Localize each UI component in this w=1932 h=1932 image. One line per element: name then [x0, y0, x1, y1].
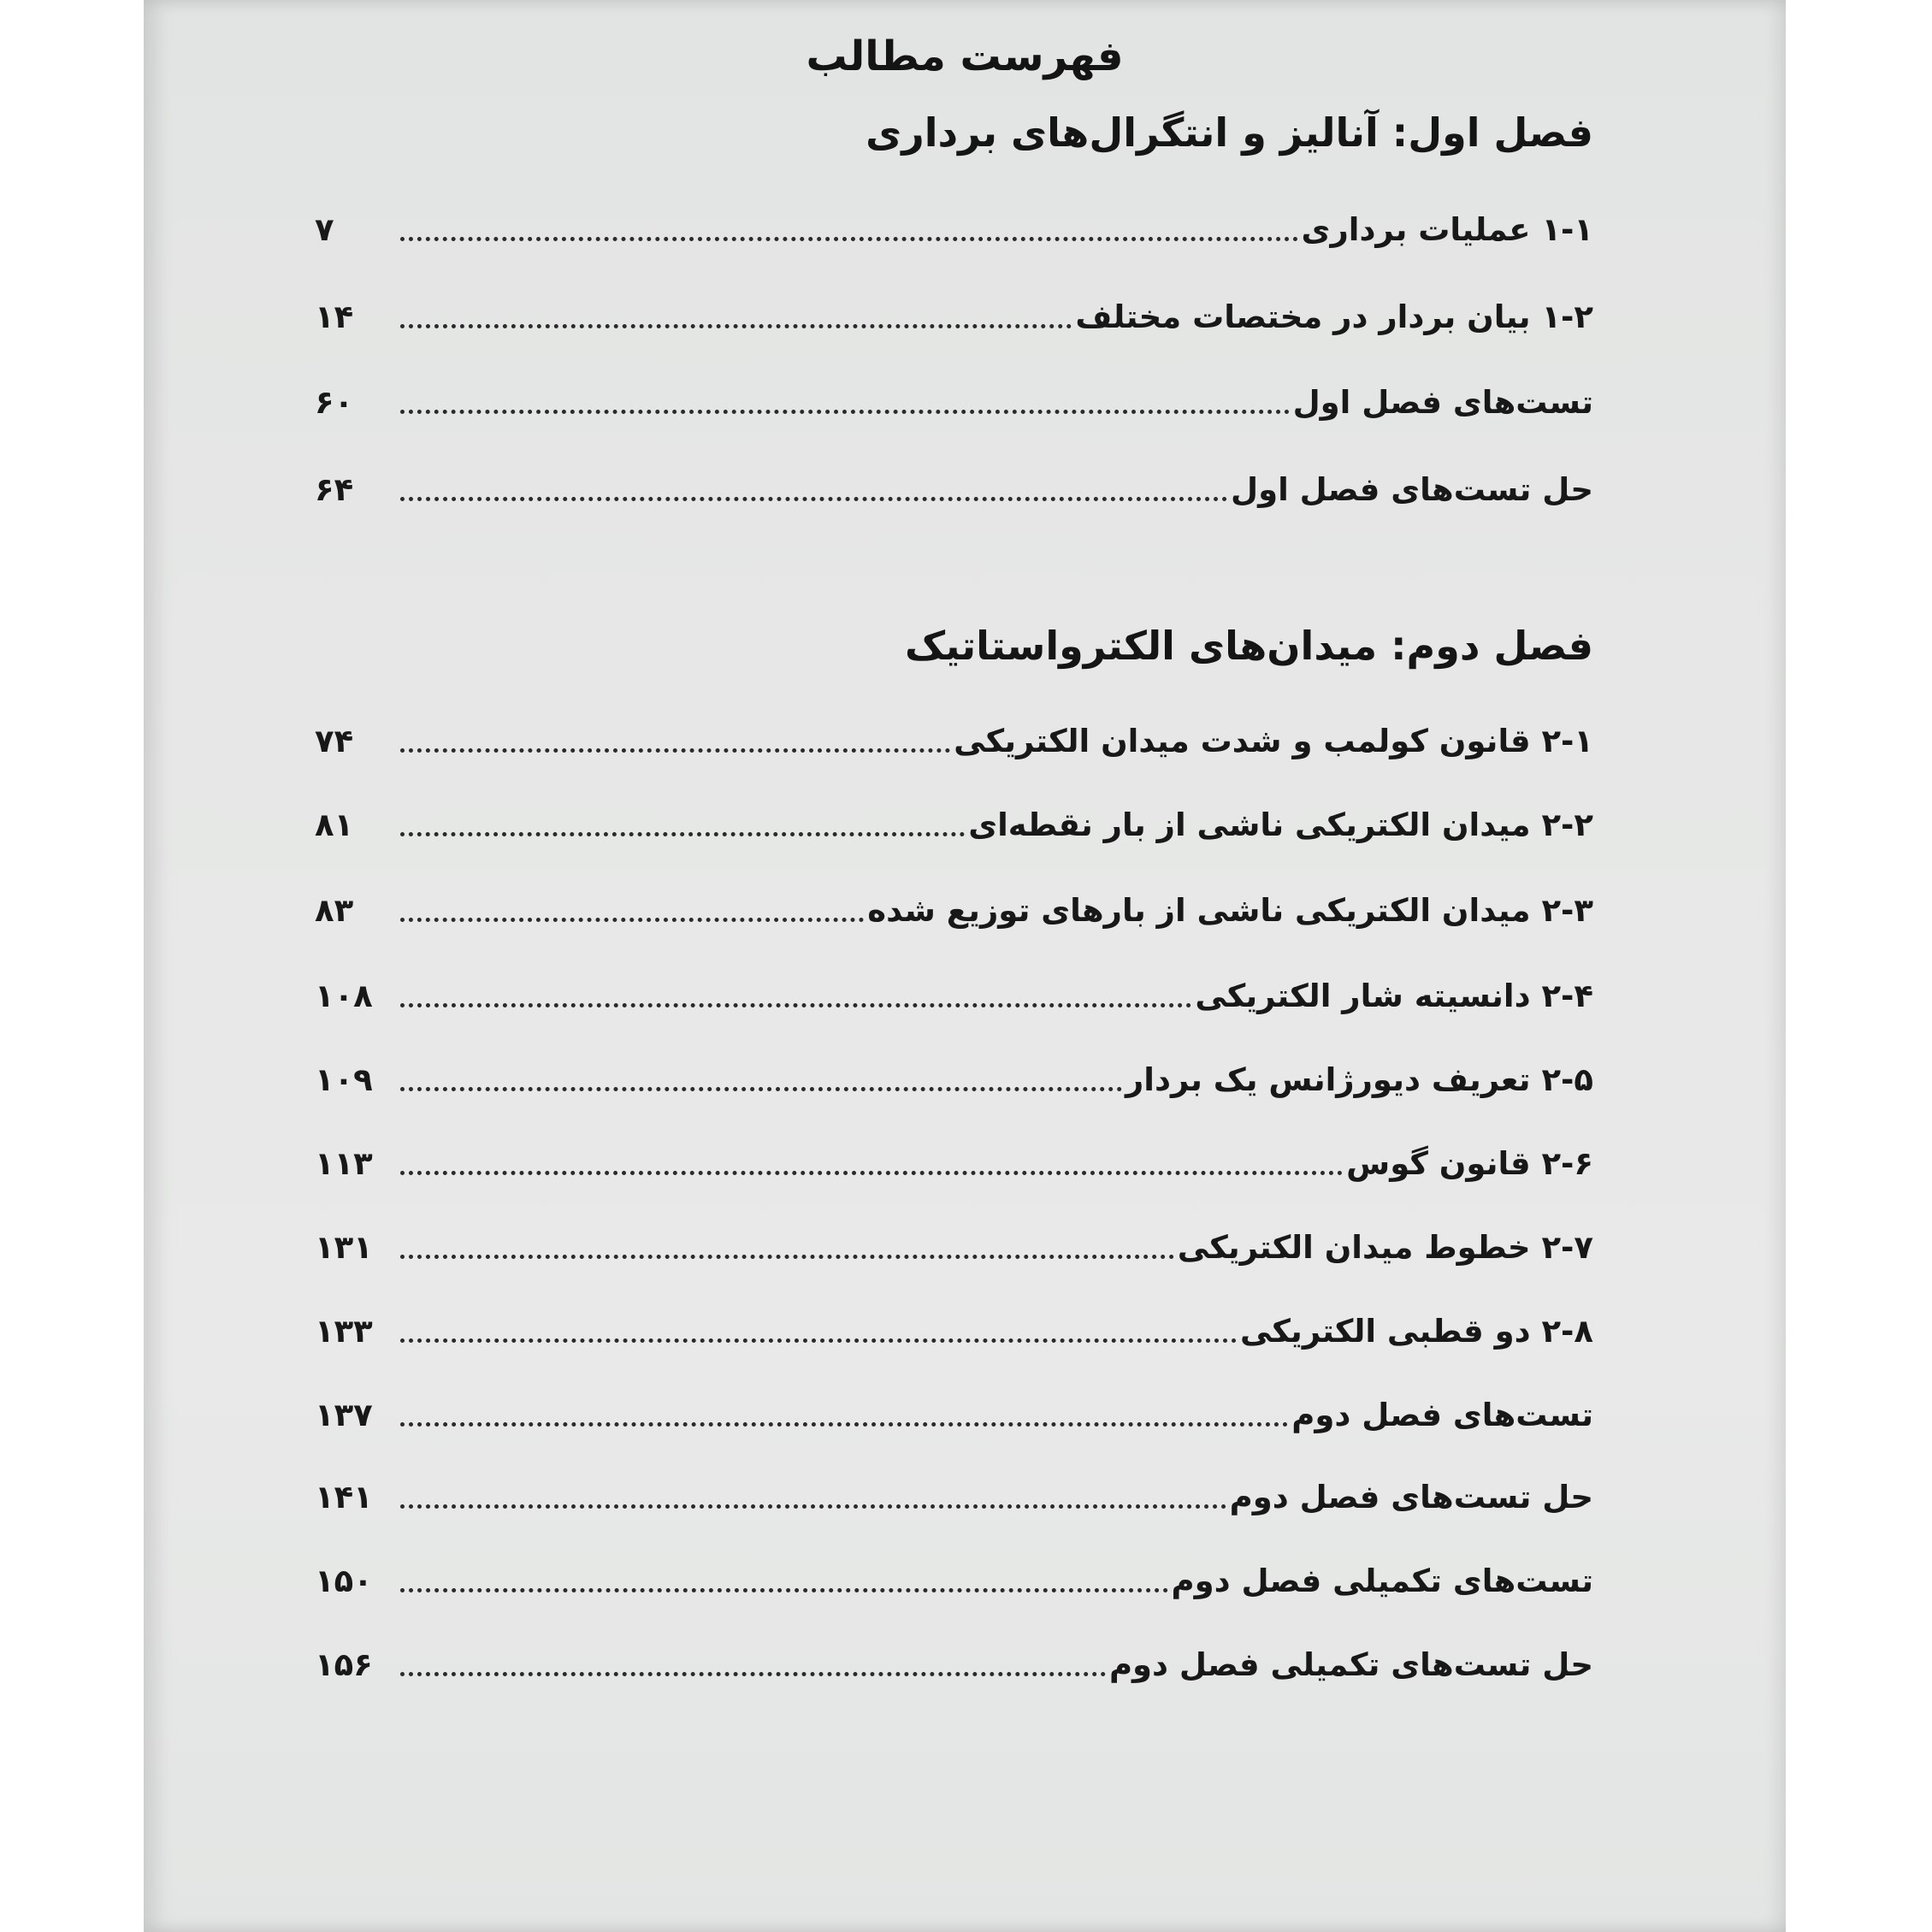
toc-entry-title: ۲-۸ دو قطبی الکتریکی	[1239, 1313, 1593, 1350]
toc-entry	[315, 369, 1593, 421]
toc-entry-title: ۲-۳ میدان الکتریکی ناشی از بارهای توزیع شده	[867, 892, 1593, 929]
toc-entry-title: حل تست‌های فصل دوم	[1229, 1479, 1593, 1515]
toc-entry	[315, 197, 1593, 248]
toc-entry	[315, 457, 1593, 508]
chapter-1-heading: فصل اول: آنالیز و انتگرال‌های برداری	[866, 109, 1593, 156]
page-title: فهرست مطالب	[806, 32, 1124, 80]
toc-entry-title: تست‌های فصل اول	[1292, 384, 1593, 421]
toc-page-number: ۶۴	[315, 471, 354, 508]
toc-entry-title: ۲-۱ قانون کولمب و شدت میدان الکتریکی	[954, 723, 1593, 759]
toc-page-number: ۱۰۹	[315, 1061, 373, 1098]
toc-entry	[315, 1047, 1593, 1098]
dot-leader	[400, 1255, 1174, 1259]
dot-leader	[400, 918, 864, 922]
toc-page-number: ۱۵۰	[315, 1563, 373, 1599]
book-page	[144, 0, 1786, 1932]
toc-page-number: ۷	[315, 211, 334, 248]
toc-entry-title: ۲-۲ میدان الکتریکی ناشی از بار نقطه‌ای	[968, 806, 1593, 843]
toc-entry-title: ۱-۲ بیان بردار در مختصات مختلف	[1075, 298, 1593, 335]
toc-page-number: ۱۳۱	[315, 1229, 373, 1266]
dot-leader	[400, 1504, 1226, 1509]
toc-entry	[315, 792, 1593, 843]
toc-entry-title: ۲-۵ تعریف دیورژانس یک بردار	[1125, 1061, 1593, 1098]
toc-entry-title: تست‌های فصل دوم	[1291, 1397, 1593, 1433]
toc-entry	[315, 1548, 1593, 1599]
toc-entry	[315, 284, 1593, 335]
toc-entry	[315, 1464, 1593, 1515]
toc-entry	[315, 708, 1593, 759]
dot-leader	[400, 1338, 1237, 1343]
toc-page-number: ۱۰۸	[315, 978, 373, 1014]
toc-page-number: ۸۱	[315, 806, 354, 843]
dot-leader	[400, 1588, 1168, 1592]
toc-entry-title: ۱-۱ عملیات برداری	[1301, 211, 1593, 248]
dot-leader	[400, 324, 1072, 328]
toc-page-number: ۱۴	[315, 298, 354, 335]
dot-leader	[400, 1003, 1191, 1007]
toc-page-number: ۸۳	[315, 892, 354, 929]
toc-entry	[315, 1382, 1593, 1433]
toc-entry-title: حل تست‌های تکمیلی فصل دوم	[1108, 1646, 1593, 1683]
toc-entry-title: ۲-۴ دانسیته شار الکتریکی	[1195, 978, 1593, 1014]
dot-leader	[400, 237, 1298, 241]
dot-leader	[400, 748, 950, 753]
toc-entry-title: تست‌های تکمیلی فصل دوم	[1171, 1563, 1593, 1599]
toc-page-number: ۱۱۳	[315, 1145, 373, 1182]
toc-entry-title: حل تست‌های فصل اول	[1230, 471, 1593, 508]
toc-entry-title: ۲-۷ خطوط میدان الکتریکی	[1177, 1229, 1593, 1266]
dot-leader	[400, 1672, 1106, 1676]
chapter-2-heading: فصل دوم: میدان‌های الکترواستاتیک	[904, 623, 1593, 669]
toc-page-number: ۱۴۱	[315, 1479, 373, 1515]
toc-entry	[315, 877, 1593, 929]
toc-page-number: ۱۳۳	[315, 1313, 373, 1350]
dot-leader	[400, 1422, 1288, 1427]
toc-entry	[315, 1131, 1593, 1182]
toc-entry	[315, 1632, 1593, 1683]
toc-entry	[315, 1298, 1593, 1350]
dot-leader	[400, 832, 965, 836]
dot-leader	[400, 410, 1290, 414]
toc-page-number: ۱۵۶	[315, 1646, 373, 1683]
dot-leader	[400, 1171, 1343, 1175]
toc-page-number: ۱۳۷	[315, 1397, 373, 1433]
toc-entry-title: ۲-۶ قانون گوس	[1346, 1145, 1593, 1182]
toc-page-number: ۶۰	[315, 384, 354, 421]
toc-page-number: ۷۴	[315, 723, 354, 759]
toc-entry	[315, 1214, 1593, 1266]
dot-leader	[400, 497, 1227, 501]
toc-entry	[315, 963, 1593, 1014]
dot-leader	[400, 1087, 1122, 1091]
